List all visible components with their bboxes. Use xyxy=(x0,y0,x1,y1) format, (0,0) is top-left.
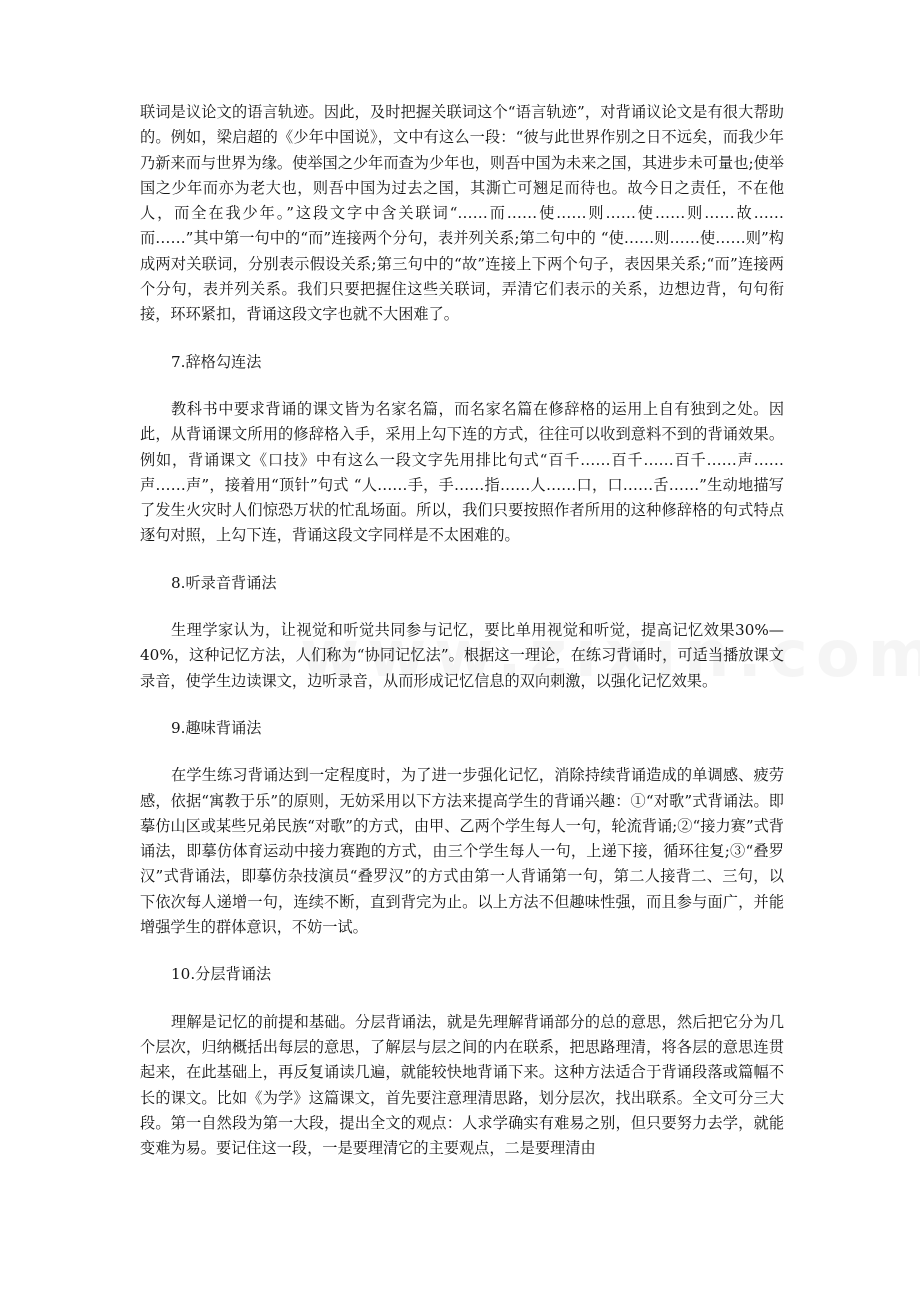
section-7-paragraph: 教科书中要求背诵的课文皆为名家名篇，而名家名篇在修辞格的运用上自有独到之处。因此，从背诵课文所用的修辞格入手，采用上勾下连的方式，往往可以收到意料不到的背诵效果。例如，背诵课文《口技》中有这么一段文字先用排比句式“百千……百千……百千……声……声……声”，接着用“顶针”句式 “人……手，手……指……人……口，口……舌……”生动地描写了发生火灾时人们惊恐万状的忙乱场面。所以，我们只要按照作者所用的这种修辞格的句式特点逐句对照，上勾下连，背诵这段文字同样是不太困难的。 xyxy=(140,399,784,545)
section-10-heading: 10.分层背诵法 xyxy=(171,965,272,984)
document-page xyxy=(140,100,784,1161)
section-10-paragraph: 理解是记忆的前提和基础。分层背诵法，就是先理解背诵部分的总的意思，然后把它分为几个层次，归纳概括出每层的意思，了解层与层之间的内在联系，把思路理清，将各层的意思连贯起来，在此基础上，再反复诵读几遍，就能较快地背诵下来。这种方法适合于背诵段落或篇幅不长的课文。比如《为学》这篇课文，首先要注意理清思路，划分层次，找出联系。全文可分三大段。第一自然段为第一大段，提出全文的观点：人求学确实有难易之别，但只要努力去学，就能变难为易。要记住这一段，一是要理清它的主要观点，二是要理清由 xyxy=(140,1012,784,1158)
intro-paragraph: 联词是议论文的语言轨迹。因此，及时把握关联词这个“语言轨迹”，对背诵议论文是有很大帮助的。例如，梁启超的《少年中国说》，文中有这么一段：“彼与此世界作别之日不远矣，而我少年乃新来而与世界为缘。使举国之少年而查为少年也，则吾中国为未来之国，其进步未可量也;使举国之少年而亦为老大也，则吾中国为过去之国，其澌亡可翘足而待也。故今日之责任，不在他人，而全在我少年。”这段文字中含关联词“……而……使……则……使……则……故……而……”其中第一句中的“而”连接两个分句，表并列关系;第二句中的 “使……则……使……则”构成两对关联词，分别表示假设关系;第三句中的“故”连接上下两个句子，表因果关系;“而”连接两个分句，表并列关系。我们只要把握住这些关联词，弄清它们表示的关系，边想边背，句句衔接，环环紧扣，背诵这段文字也就不大困难了。 xyxy=(140,103,784,324)
section-8-paragraph: 生理学家认为，让视觉和听觉共同参与记忆，要比单用视觉和听觉，提高记忆效果30%—40%，这种记忆方法，人们称为“协同记忆法”。根据这一理论，在练习背诵时，可适当播放课文录音，使学生边读课文，边听录音，从而形成记忆信息的双向刺激，以强化记忆效果。 xyxy=(140,621,784,690)
section-9-heading: 9.趣味背诵法 xyxy=(171,718,262,737)
section-8-heading: 8.听录音背诵法 xyxy=(171,573,277,592)
section-7-heading: 7.辞格勾连法 xyxy=(171,352,262,371)
section-9-paragraph: 在学生练习背诵达到一定程度时，为了进一步强化记忆，消除持续背诵造成的单调感、疲劳感，依据“寓教于乐”的原则，无妨采用以下方法来提高学生的背诵兴趣：①“对歌”式背诵法。即摹仿山区或某些兄弟民族“对歌”的方式，由甲、乙两个学生每人一句，轮流背诵;②“接力赛”式背诵法，即摹仿体育运动中接力赛跑的方式，由三个学生每人一句，上递下接，循环往复;③“叠罗汉”式背诵法，即摹仿杂技演员“叠罗汉”的方式由第一人背诵第一句，第二人接背二、三句，以下依次每人递增一句，连续不断，直到背完为止。以上方法不但趣味性强，而且参与面广，并能增强学生的群体意识，不妨一试。 xyxy=(140,766,784,937)
